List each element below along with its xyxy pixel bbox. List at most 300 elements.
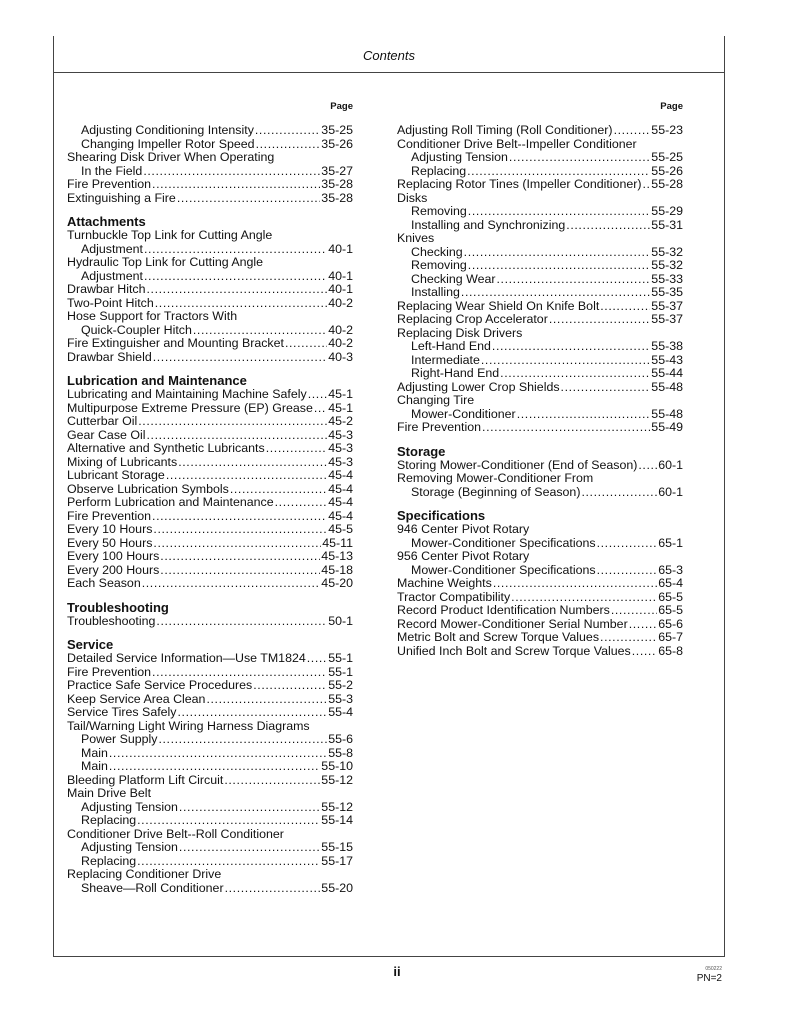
toc-entry[interactable] (67, 760, 353, 774)
toc-entry-label: Each Season (67, 576, 141, 590)
toc-entry[interactable] (397, 421, 683, 435)
dot-leader (142, 577, 321, 591)
toc-entry-label: Mixing of Lubricants (67, 454, 178, 469)
toc-entry[interactable] (67, 577, 353, 591)
toc-entry[interactable] (67, 442, 353, 456)
dot-leader (482, 421, 650, 435)
toc-entry[interactable] (397, 273, 683, 287)
toc-entry[interactable] (397, 165, 683, 179)
toc-entry-page: 50-1 (328, 613, 353, 628)
toc-entry[interactable] (67, 324, 353, 338)
toc-group-heading: Tail/Warning Light Wiring Harness Diagrams (67, 718, 310, 733)
section-title: Storage (397, 443, 446, 459)
toc-entry-page: 35-28 (321, 177, 353, 191)
toc-entry[interactable] (67, 388, 353, 402)
dot-leader (597, 564, 658, 578)
dot-leader (160, 564, 320, 578)
dot-leader (156, 615, 327, 629)
toc-entry-label: Intermediate (411, 352, 480, 367)
toc-entry-page: 45-1 (328, 387, 353, 401)
toc-entry-label: Service Tires Safely (67, 705, 177, 719)
toc-group-heading: Disks (397, 190, 428, 205)
toc-entry-label: Checking (411, 244, 463, 259)
toc-group-heading: Main Drive Belt (67, 786, 152, 800)
dot-leader (266, 442, 328, 456)
dot-leader (193, 324, 327, 338)
toc-entry-label: Power Supply (81, 732, 158, 746)
dot-leader (178, 706, 328, 720)
toc-entry-page: 55-12 (321, 772, 353, 787)
toc-entry-label: Drawbar Hitch (67, 282, 146, 296)
toc-entry-page: 55-37 (651, 312, 683, 326)
dot-leader (144, 270, 327, 284)
toc-entry-page: 55-2 (328, 678, 353, 692)
toc-entry-label: Mower-Conditioner Specifications (411, 535, 596, 550)
dot-leader (153, 537, 321, 551)
toc-entry-label: Replacing (81, 813, 137, 827)
toc-entry-label: Storage (Beginning of Season) (411, 484, 581, 499)
toc-entry-page: 65-5 (658, 589, 683, 604)
toc-entry-label: Checking Wear (411, 271, 496, 286)
toc-entry-page: 55-20 (321, 880, 353, 895)
toc-entry-label: Every 100 Hours (67, 549, 160, 563)
toc-entry-label: Main (81, 745, 108, 760)
toc-entry-label: Record Mower-Conditioner Serial Number (397, 616, 628, 631)
dot-leader (549, 313, 650, 327)
footer-code: 050222 (705, 966, 722, 972)
toc-entry-label: Replacing Crop Accelerator (397, 312, 548, 326)
toc-entry-page: 40-1 (328, 282, 353, 296)
toc-entry[interactable] (397, 286, 683, 300)
toc-entry[interactable] (397, 631, 683, 645)
dot-leader (152, 510, 327, 524)
toc-entry[interactable] (397, 246, 683, 260)
toc-entry[interactable] (397, 259, 683, 273)
toc-entry[interactable] (397, 151, 683, 165)
toc-entry[interactable] (67, 733, 353, 747)
toc-entry-page: 45-18 (321, 562, 353, 577)
toc-entry-label: Quick-Coupler Hitch (81, 322, 192, 337)
toc-entry-page: 55-10 (321, 759, 353, 773)
toc-entry-page: 55-8 (328, 745, 353, 760)
toc-entry-page: 60-1 (658, 457, 683, 472)
toc-entry-label: Observe Lubrication Symbols (67, 481, 229, 496)
toc-entry[interactable] (67, 124, 353, 138)
toc-entry-page: 55-37 (651, 298, 683, 313)
toc-entry-label: Fire Prevention (397, 420, 482, 434)
toc-entry-page: 45-4 (328, 468, 353, 482)
dot-leader (206, 693, 327, 707)
toc-entry-page: 45-20 (321, 576, 353, 590)
toc-entry[interactable] (397, 381, 683, 395)
toc-entry-page: 55-6 (328, 732, 353, 746)
toc-entry-label: Left-Hand End (411, 339, 491, 353)
toc-entry-label: Right-Hand End (411, 366, 500, 380)
toc-entry[interactable] (67, 456, 353, 470)
dot-leader (461, 286, 650, 300)
dot-leader (155, 297, 327, 311)
toc-entry-label: Every 200 Hours (67, 562, 160, 577)
toc-entry[interactable] (67, 882, 353, 896)
toc-entry-page: 55-14 (321, 813, 353, 827)
toc-entry-page: 55-4 (328, 705, 353, 719)
toc-entry-page: 45-3 (328, 427, 353, 442)
toc-group-heading: Replacing Disk Drivers (397, 325, 523, 340)
toc-entry-label: Metric Bolt and Screw Torque Values (397, 630, 600, 644)
dot-leader (642, 178, 650, 192)
toc-entry[interactable] (67, 270, 353, 284)
toc-entry-page: 55-32 (651, 244, 683, 259)
toc-entry[interactable] (67, 550, 353, 564)
toc-entry[interactable] (67, 178, 353, 192)
toc-entry-page: 35-25 (321, 123, 353, 137)
toc-entry-page: 65-4 (658, 576, 683, 590)
toc-group-heading: Hose Support for Tractors With (67, 309, 238, 323)
toc-entry[interactable] (397, 313, 683, 327)
toc-entry-label: Adjusting Tension (81, 840, 178, 854)
dot-leader (464, 246, 651, 260)
toc-group-heading: Shearing Disk Driver When Operating (67, 150, 275, 164)
dot-leader (224, 774, 320, 788)
dot-leader (511, 591, 657, 605)
toc-entry-label: Lubricant Storage (67, 468, 165, 482)
toc-entry-page: 40-2 (328, 322, 353, 337)
section-title: Troubleshooting (67, 599, 169, 615)
toc-entry[interactable] (67, 337, 353, 351)
toc-entry[interactable] (67, 283, 353, 297)
toc-entry-label: Sheave—Roll Conditioner (81, 880, 224, 895)
dot-leader (153, 351, 327, 365)
toc-entry-label: Practice Safe Service Procedures (67, 678, 253, 692)
toc-entry-page: 65-5 (658, 603, 683, 617)
toc-group-heading: 946 Center Pivot Rotary (397, 522, 530, 536)
dot-leader (230, 483, 327, 497)
dot-leader (632, 645, 657, 659)
toc-group-heading: Conditioner Drive Belt--Impeller Conditioner (397, 136, 637, 151)
toc-entry[interactable] (67, 855, 353, 869)
toc-entry-label: Troubleshooting (67, 613, 156, 628)
dot-leader (600, 300, 650, 314)
dot-leader (109, 760, 320, 774)
toc-entry-label: Unified Inch Bolt and Screw Torque Values (397, 643, 631, 658)
toc-entry[interactable] (67, 814, 353, 828)
page-title: Contents (362, 48, 416, 63)
toc-entry-page: 55-25 (651, 150, 683, 164)
dot-leader (561, 381, 651, 395)
toc-entry-label: Detailed Service Information—Use TM1824 (67, 651, 306, 665)
dot-leader (256, 138, 321, 152)
toc-entry[interactable] (397, 564, 683, 578)
toc-entry[interactable] (67, 523, 353, 537)
toc-entry-label: Main (81, 759, 108, 773)
dot-leader (137, 855, 320, 869)
toc-entry-page: 60-1 (658, 484, 683, 499)
page-column-label: Page (660, 101, 683, 112)
dot-leader (152, 666, 327, 680)
toc-entry-page: 65-3 (658, 562, 683, 577)
toc-entry[interactable] (397, 618, 683, 632)
toc-entry[interactable] (67, 429, 353, 443)
toc-entry[interactable] (397, 486, 683, 500)
toc-entry-page: 40-1 (328, 268, 353, 283)
toc-entry-page: 55-32 (651, 258, 683, 272)
dot-leader (255, 124, 320, 138)
toc-entry-label: Installing and Synchronizing (411, 217, 566, 232)
toc-entry-label: Fire Prevention (67, 508, 152, 523)
toc-group-heading: Conditioner Drive Belt--Roll Conditioner (67, 826, 284, 841)
toc-entry-label: Removing (411, 204, 467, 218)
toc-entry-label: Adjusting Lower Crop Shields (397, 379, 560, 394)
toc-entry[interactable] (397, 577, 683, 591)
toc-entry-label: Fire Prevention (67, 177, 152, 191)
toc-entry-label: Fire Prevention (67, 664, 152, 679)
dot-leader (614, 124, 651, 138)
toc-entry-page: 55-43 (651, 352, 683, 367)
dot-leader (138, 415, 327, 429)
toc-group-heading: 956 Center Pivot Rotary (397, 549, 530, 563)
dot-leader (481, 354, 650, 368)
toc-entry[interactable] (67, 192, 353, 206)
toc-entry-page: 55-35 (651, 285, 683, 299)
toc-entry[interactable] (67, 841, 353, 855)
toc-entry[interactable] (67, 652, 353, 666)
dot-leader (581, 486, 657, 500)
toc-entry-page: 35-27 (321, 163, 353, 178)
toc-entry-page: 40-1 (328, 241, 353, 256)
toc-entry-label: Adjusting Roll Timing (Roll Conditioner) (397, 123, 613, 137)
section-title: Attachments (67, 214, 146, 229)
toc-entry-page: 55-48 (651, 406, 683, 421)
toc-entry-page: 45-5 (328, 522, 353, 536)
toc-entry[interactable] (67, 537, 353, 551)
dot-leader (109, 747, 327, 761)
toc-entry[interactable] (67, 402, 353, 416)
toc-entry[interactable] (67, 615, 353, 629)
toc-entry-page: 55-31 (651, 217, 683, 232)
dot-leader (509, 151, 650, 165)
toc-entry[interactable] (67, 496, 353, 510)
toc-entry-page: 65-6 (658, 616, 683, 631)
toc-entry-label: Tractor Compatibility (397, 589, 511, 604)
toc-entry-page: 35-28 (321, 190, 353, 205)
toc-entry-label: Fire Extinguisher and Mounting Bracket (67, 336, 284, 350)
toc-entry[interactable] (397, 367, 683, 381)
toc-group-heading: Replacing Conditioner Drive (67, 867, 222, 881)
toc-entry-page: 55-49 (651, 420, 683, 434)
toc-entry-page: 45-13 (321, 549, 353, 563)
toc-entry-label: Removing (411, 258, 467, 272)
toc-entry[interactable] (397, 354, 683, 368)
dot-leader (496, 273, 650, 287)
dot-leader (500, 367, 650, 381)
toc-entry-label: Replacing (411, 163, 467, 178)
toc-entry-label: Extinguishing a Fire (67, 190, 176, 205)
right-column (397, 100, 683, 658)
toc-entry[interactable] (397, 459, 683, 473)
toc-entry-label: Mower-Conditioner (411, 406, 516, 421)
toc-entry-label: Replacing Rotor Tines (Impeller Conditioner) (397, 177, 642, 191)
toc-entry-label: Mower-Conditioner Specifications (411, 562, 596, 577)
dot-leader (638, 459, 657, 473)
toc-entry-page: 65-7 (658, 630, 683, 644)
toc-group-heading: Hydraulic Top Link for Cutting Angle (67, 255, 264, 269)
toc-entry[interactable] (397, 645, 683, 659)
toc-entry-label: Machine Weights (397, 576, 492, 590)
dot-leader (308, 388, 327, 402)
toc-entry-page: 55-17 (321, 853, 353, 868)
toc-entry[interactable] (397, 604, 683, 618)
dot-leader (307, 652, 327, 666)
dot-leader (492, 340, 650, 354)
dot-leader (566, 219, 650, 233)
header-divider (54, 72, 724, 73)
dot-leader (147, 283, 328, 297)
toc-entry[interactable] (67, 801, 353, 815)
dot-leader (158, 733, 327, 747)
toc-entry[interactable] (397, 591, 683, 605)
toc-entry-page: 45-4 (328, 481, 353, 496)
toc-entry-label: Keep Service Area Clean (67, 691, 206, 706)
toc-entry[interactable] (397, 124, 683, 138)
toc-entry-label: Every 50 Hours (67, 535, 153, 550)
dot-leader (275, 496, 328, 510)
toc-entry-page: 55-29 (651, 204, 683, 218)
toc-entry[interactable] (397, 178, 683, 192)
dot-leader (137, 814, 320, 828)
dot-leader (153, 523, 327, 537)
dot-leader (468, 259, 651, 273)
toc-entry-label: Installing (411, 285, 460, 299)
dot-leader (285, 337, 327, 351)
toc-entry[interactable] (67, 747, 353, 761)
toc-entry[interactable] (397, 205, 683, 219)
dot-leader (179, 841, 320, 855)
toc-entry[interactable] (67, 706, 353, 720)
toc-entry[interactable] (67, 774, 353, 788)
toc-entry-page: 55-48 (651, 379, 683, 394)
toc-entry-page: 55-12 (321, 799, 353, 814)
toc-entry[interactable] (67, 510, 353, 524)
dot-leader (314, 402, 327, 416)
dot-leader (467, 165, 650, 179)
toc-entry-label: Bleeding Platform Lift Circuit (67, 772, 224, 787)
toc-entry-label: Cutterbar Oil (67, 414, 138, 428)
toc-entry-label: Record Product Identification Numbers (397, 603, 610, 617)
toc-entry[interactable] (67, 693, 353, 707)
footer-pn: PN=2 (696, 973, 722, 984)
toc-entry-page: 65-1 (658, 535, 683, 550)
toc-entry-label: Multipurpose Extreme Pressure (EP) Grease (67, 400, 313, 415)
dot-leader (160, 550, 320, 564)
page-frame (53, 36, 725, 957)
dot-leader (152, 178, 320, 192)
dot-leader (597, 537, 658, 551)
dot-leader (225, 882, 321, 896)
toc-entry-page: 40-2 (328, 336, 353, 350)
toc-entry-page: 45-3 (328, 441, 353, 455)
toc-entry[interactable] (67, 469, 353, 483)
toc-entry[interactable] (67, 415, 353, 429)
toc-entry[interactable] (397, 408, 683, 422)
toc-entry[interactable] (397, 537, 683, 551)
toc-entry-page: 45-4 (328, 508, 353, 523)
dot-leader (143, 165, 320, 179)
toc-entry-label: Drawbar Shield (67, 349, 152, 364)
toc-entry-page: 55-44 (651, 366, 683, 380)
toc-entry-page: 55-1 (328, 651, 353, 665)
toc-entry[interactable] (397, 219, 683, 233)
toc-entry-page: 55-15 (321, 840, 353, 854)
toc-entry-page: 55-26 (651, 163, 683, 178)
toc-entry[interactable] (67, 666, 353, 680)
dot-leader (177, 192, 320, 206)
footer-page-number: ii (393, 964, 401, 979)
dot-leader (178, 456, 327, 470)
toc-entry-label: Replacing Wear Shield On Knife Bolt (397, 298, 600, 313)
toc-group-heading: Turnbuckle Top Link for Cutting Angle (67, 228, 273, 242)
toc-entry[interactable] (67, 351, 353, 365)
toc-entry-label: Lubricating and Maintaining Machine Safely (67, 387, 307, 401)
toc-entry[interactable] (67, 243, 353, 257)
toc-entry-page: 45-11 (322, 535, 353, 550)
toc-entry-page: 35-26 (321, 136, 353, 151)
toc-entry-page: 55-33 (651, 271, 683, 286)
dot-leader (629, 618, 657, 632)
toc-entry[interactable] (397, 300, 683, 314)
toc-entry-label: Alternative and Synthetic Lubricants (67, 441, 265, 455)
toc-entry[interactable] (67, 297, 353, 311)
toc-entry[interactable] (67, 138, 353, 152)
toc-group-heading: Knives (397, 231, 435, 245)
dot-leader (600, 631, 657, 645)
section-title: Service (67, 637, 114, 652)
dot-leader (166, 469, 327, 483)
toc-entry-page: 55-23 (651, 123, 683, 137)
toc-entry-page: 55-38 (651, 339, 683, 353)
toc-entry-page: 45-4 (328, 495, 353, 509)
toc-entry-page: 40-3 (328, 349, 353, 364)
toc-entry[interactable] (397, 340, 683, 354)
toc-entry-label: Replacing (81, 853, 137, 868)
toc-entry-label: Adjusting Conditioning Intensity (81, 123, 254, 137)
left-column (67, 100, 353, 895)
dot-leader (517, 408, 651, 422)
dot-leader (253, 679, 327, 693)
toc-entry[interactable] (67, 679, 353, 693)
dot-leader (468, 205, 651, 219)
toc-entry-label: Adjusting Tension (411, 150, 508, 164)
toc-entry-page: 65-8 (658, 643, 683, 658)
toc-entry-page: 45-1 (328, 400, 353, 415)
toc-entry-label: Adjustment (81, 268, 143, 283)
toc-entry-label: Two-Point Hitch (67, 295, 154, 310)
toc-entry-page: 45-2 (328, 414, 353, 428)
toc-entry-label: Adjustment (81, 241, 143, 256)
section-title: Specifications (397, 508, 486, 523)
toc-entry-label: Storing Mower-Conditioner (End of Season) (397, 457, 638, 472)
page-column-label: Page (330, 101, 353, 112)
dot-leader (493, 577, 657, 591)
toc-entry-label: Every 10 Hours (67, 522, 153, 536)
dot-leader (611, 604, 657, 618)
toc-entry-label: Adjusting Tension (81, 799, 178, 814)
toc-entry[interactable] (67, 165, 353, 179)
toc-entry-page: 45-3 (328, 454, 353, 469)
toc-entry[interactable] (67, 564, 353, 578)
dot-leader (179, 801, 320, 815)
toc-entry[interactable] (67, 483, 353, 497)
toc-entry-page: 55-28 (651, 177, 683, 191)
